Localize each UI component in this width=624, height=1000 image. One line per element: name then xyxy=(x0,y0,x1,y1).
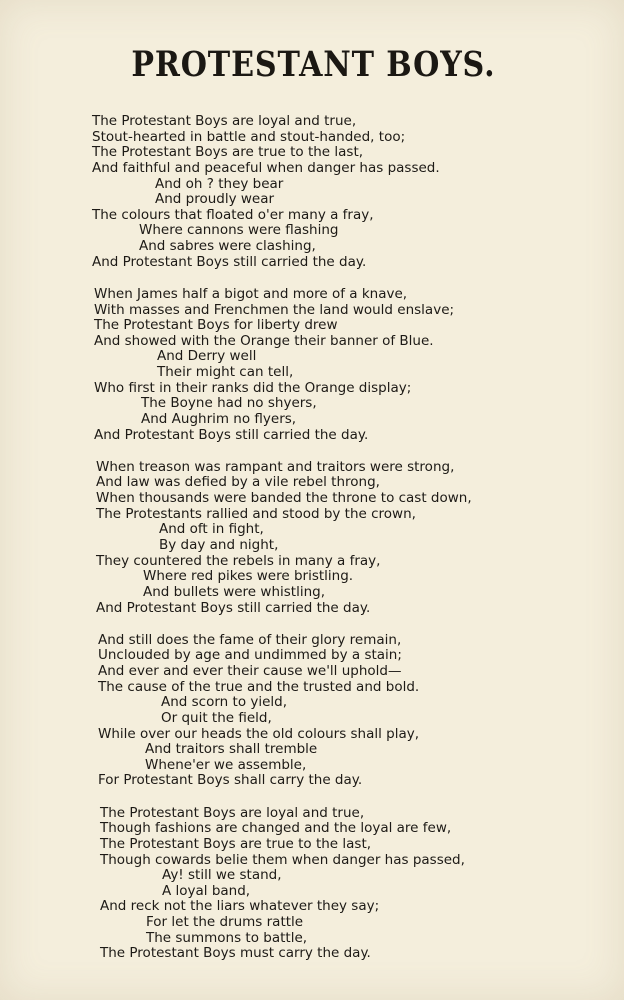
poem-line: Their might can tell, xyxy=(157,364,294,381)
poem-line: And still does the fame of their glory remain, xyxy=(98,631,402,648)
poem-line: And showed with the Orange their banner of Blue. xyxy=(94,332,434,349)
poem-line: For let the drums rattle xyxy=(146,914,304,931)
poem-line: The summons to battle, xyxy=(146,929,308,946)
poem-line: Unclouded by age and undimmed by a stain; xyxy=(98,647,402,664)
poem-line: And scorn to yield, xyxy=(161,694,288,711)
poem-line: Ay! still we stand, xyxy=(162,867,282,884)
poem-line: And Derry well xyxy=(157,348,257,365)
poem-line: And Aughrim no flyers, xyxy=(141,411,297,428)
poem-line: And law was defied by a vile rebel throng, xyxy=(96,474,380,491)
poem-line: Stout-hearted in battle and stout-handed, too; xyxy=(92,128,406,145)
poem-line: The Protestant Boys are loyal and true, xyxy=(100,804,365,821)
poem-line: The colours that floated o'er many a fray, xyxy=(92,206,374,223)
poem-line: The Protestant Boys are loyal and true, xyxy=(92,113,357,129)
poem-line: And Protestant Boys still carried the day. xyxy=(94,426,369,443)
poem-line: When treason was rampant and traitors were strong, xyxy=(96,458,455,475)
poem-body xyxy=(0,114,624,979)
poem-line: And ever and ever their cause we'll uphold— xyxy=(98,663,402,679)
poem-line: And oh ? they bear xyxy=(155,175,284,192)
poem-line: And sabres were clashing, xyxy=(139,238,316,255)
poem-line: The cause of the true and the trusted and bold. xyxy=(98,678,420,695)
stanza xyxy=(0,806,624,962)
poem-line: Where red pikes were bristling. xyxy=(143,568,354,585)
poem-line: Though cowards belie them when danger has passed, xyxy=(100,851,465,868)
poem-line: When thousands were banded the throne to cast down, xyxy=(96,490,472,507)
poem-line: With masses and Frenchmen the land would enslave; xyxy=(94,301,455,318)
poem-line: And Protestant Boys still carried the day. xyxy=(92,253,367,270)
poem-line: And reck not the liars whatever they say; xyxy=(100,898,380,915)
stanza xyxy=(0,114,624,270)
poem-line: And bullets were whistling, xyxy=(143,583,325,600)
poem-line: The Protestants rallied and stood by the crown, xyxy=(96,505,416,522)
poem-title: PROTESTANT BOYS. xyxy=(131,44,496,85)
poem-line: A loyal band, xyxy=(162,882,251,899)
poem-line: Where cannons were flashing xyxy=(139,222,339,239)
poem-line: Who first in their ranks did the Orange display; xyxy=(94,379,412,396)
poem-line: Whene'er we assemble, xyxy=(145,756,307,773)
poem-line: And Protestant Boys still carried the day. xyxy=(96,599,371,616)
poem-line: The Protestant Boys must carry the day. xyxy=(100,945,371,962)
poem-line: And faithful and peaceful when danger has passed. xyxy=(92,159,440,176)
poem-line: The Protestant Boys for liberty drew xyxy=(94,317,338,334)
poem-line: While over our heads the old colours shall play, xyxy=(98,725,420,742)
stanza xyxy=(0,460,624,616)
poem-line: The Protestant Boys are true to the last, xyxy=(100,835,372,852)
poem-line: And proudly wear xyxy=(155,191,275,208)
poem-line: By day and night, xyxy=(159,537,279,554)
poem-line: Though fashions are changed and the loyal are few, xyxy=(100,820,452,837)
poem-line: When James half a bigot and more of a knave, xyxy=(94,285,408,302)
poem-line: And oft in fight, xyxy=(159,521,264,538)
poem-line: And traitors shall tremble xyxy=(145,741,318,758)
poem-line: For Protestant Boys shall carry the day. xyxy=(98,772,363,789)
stanza xyxy=(0,633,624,789)
poem-line: The Boyne had no shyers, xyxy=(141,395,317,412)
poem-line: They countered the rebels in many a fray, xyxy=(96,552,381,569)
poem-line: The Protestant Boys are true to the last, xyxy=(92,144,364,161)
poem-line: Or quit the field, xyxy=(161,709,272,726)
stanza xyxy=(0,287,624,443)
